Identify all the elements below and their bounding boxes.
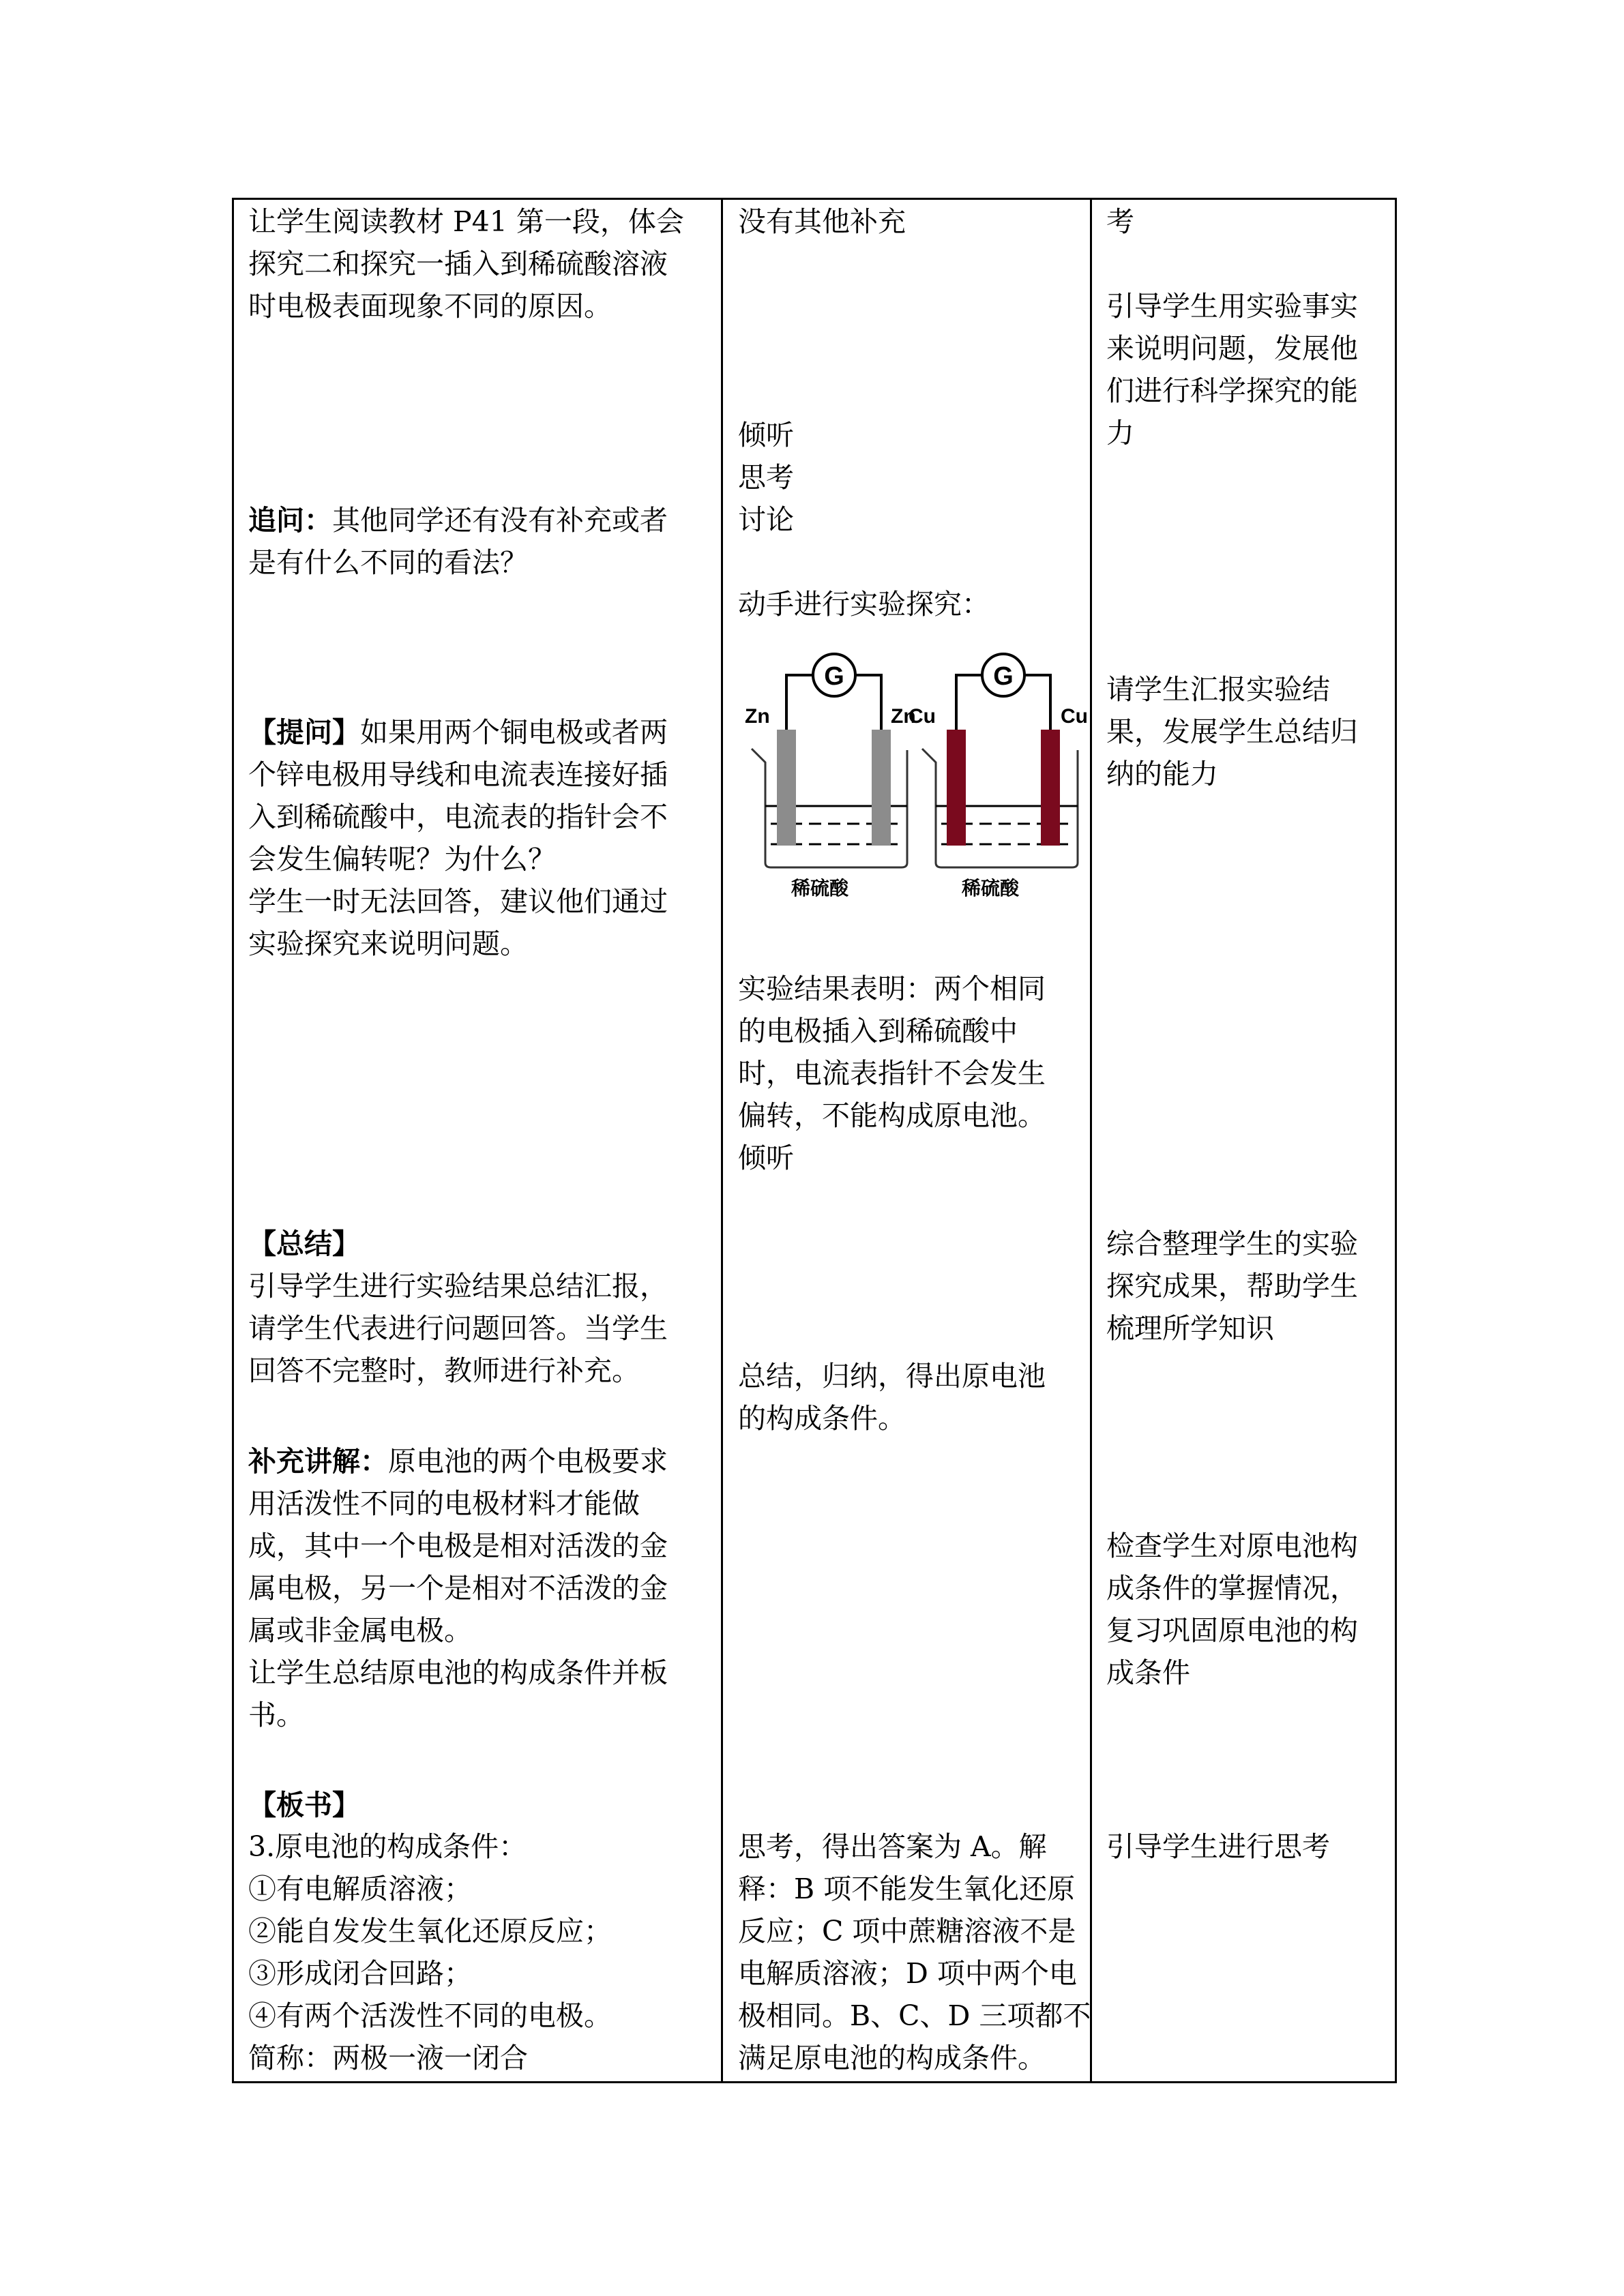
col3-p4-line-3: 梳理所学知识 [1106,1312,1274,1345]
zinc-cell [745,654,916,899]
col3-p3-line-1: 请学生汇报实验结 [1106,673,1330,706]
electrode-label-right-1: Cu [909,705,936,728]
col2-p6-line-5: 极相同。B、C、D 三项都不 [738,1999,1091,2032]
col1-p3-line-3: 入到稀硫酸中，电流表的指针会不 [248,801,668,833]
col3-p5-line-3: 复习巩固原电池的构 [1106,1614,1358,1647]
col3-p4-line-1: 综合整理学生的实验 [1106,1227,1358,1260]
col3-p5-line-2: 成条件的掌握情况， [1106,1572,1358,1605]
col1-p5-line-6: 让学生总结原电池的构成条件并板 [248,1656,668,1689]
col1-p6-line-2: ①有电解质溶液； [248,1873,472,1905]
col1-p3-line-6: 实验探究来说明问题。 [248,927,528,960]
copper-cell [909,654,1088,899]
col1-p5-line-3: 成，其中一个电极是相对活泼的金 [248,1530,668,1562]
col1-p5-line-7: 书。 [248,1699,304,1731]
table-border-right [1395,198,1397,2083]
summary-label: 【总结】 [248,1227,360,1260]
table-border-left [232,198,234,2083]
col3-p5-line-4: 成条件 [1106,1656,1190,1689]
copper-electrode-1 [947,730,966,846]
followup-label: 追问： [248,504,332,537]
col1-p1-line-2: 探究二和探究一插入到稀硫酸溶液 [248,248,668,280]
col2-p2-line-3: 讨论 [738,503,794,536]
col3-p2-line-4: 力 [1106,417,1134,449]
col3-p3-line-2: 果，发展学生总结归 [1106,715,1358,748]
col1-p4-line-2: 请学生代表进行问题回答。当学生 [248,1312,668,1345]
col2-p2-line-1: 倾听 [738,419,794,451]
col1-p6-line-6: 简称：两极一液一闭合 [248,2042,528,2074]
col2-p4-line-1: 实验结果表明：两个相同 [738,972,1046,1005]
col2-p5-line-2: 的构成条件。 [738,1402,906,1435]
col1-p3-line-4: 会发生偏转呢？为什么？ [248,843,556,876]
col2-p4-line-5: 倾听 [738,1142,794,1174]
board-label: 【板书】 [248,1789,360,1821]
col3-p2-line-2: 来说明问题，发展他 [1106,332,1358,365]
col2-p2-line-2: 思考 [738,461,794,494]
supplement-label: 补充讲解： [248,1445,388,1478]
col3-p3-line-3: 纳的能力 [1106,758,1218,790]
col1-p5-line-2: 用活泼性不同的电极材料才能做 [248,1487,640,1520]
col2-p6-line-3: 反应；C 项中蔗糖溶液不是 [738,1915,1076,1948]
col2-p4-line-2: 的电极插入到稀硫酸中 [738,1015,1018,1047]
solution-label-right: 稀硫酸 [961,878,1020,899]
col1-p3-line-1 [248,711,668,754]
col1-p5-line-1 [248,1440,668,1482]
supplement-text: 原电池的两个电极要求 [388,1445,668,1478]
col3-p4-line-2: 探究成果，帮助学生 [1106,1270,1358,1302]
electrode-label-left-1: Zn [745,705,770,728]
col3-p6: 引导学生进行思考 [1106,1830,1330,1863]
table-border-bottom [232,2081,1397,2083]
col2-p1: 没有其他补充 [738,205,906,238]
col3-p2-line-3: 们进行科学探究的能 [1106,374,1358,407]
electrode-label-right-2: Cu [1061,705,1088,728]
col3-p1: 考 [1106,205,1134,238]
zinc-electrode-2 [872,730,891,846]
table-divider-2 [1090,198,1092,2083]
col1-p3-line-2: 个锌电极用导线和电流表连接好插 [248,758,668,791]
col2-p3: 动手进行实验探究： [738,588,990,621]
col1-p6-line-3: ②能自发发生氧化还原反应； [248,1915,612,1948]
col3-p2-line-1: 引导学生用实验事实 [1106,290,1358,323]
col2-p4-line-4: 偏转，不能构成原电池。 [738,1099,1046,1132]
question-label: 【提问】 [248,716,360,749]
electrode-label-left-2: Zn [891,705,916,728]
col3-p5-line-1: 检查学生对原电池构 [1106,1530,1358,1562]
col2-p6-line-1: 思考，得出答案为 A。解 [738,1830,1047,1863]
col1-p3-line-5: 学生一时无法回答，建议他们通过 [248,885,668,918]
col1-p6-line-5: ④有两个活泼性不同的电极。 [248,1999,612,2032]
col1-p6-line-1: 3.原电池的构成条件： [248,1830,527,1863]
col1-p4-line-3: 回答不完整时，教师进行补充。 [248,1354,640,1387]
zinc-electrode-1 [777,730,796,846]
col1-p5-line-5: 属或非金属电极。 [248,1614,472,1647]
table-border-top [232,198,1397,200]
table-divider-1 [721,198,723,2083]
col2-p6-line-6: 满足原电池的构成条件。 [738,2042,1046,2074]
experiment-figure [737,648,1091,914]
col2-p6-line-2: 释：B 项不能发生氧化还原 [738,1873,1076,1905]
col2-p6-line-4: 电解质溶液；D 项中两个电 [738,1957,1077,1990]
col1-p6-line-4: ③形成闭合回路； [248,1957,472,1990]
followup-text: 其他同学还有没有补充或者 [332,504,668,537]
col1-p2-line-1 [248,499,668,541]
copper-electrode-2 [1041,730,1060,846]
col1-p2-line-2: 是有什么不同的看法？ [248,546,528,579]
col2-p4-line-3: 时，电流表指针不会发生 [738,1057,1046,1090]
col1-p1-line-3: 时电极表面现象不同的原因。 [248,290,612,323]
galvanometer-label-right: G [993,662,1014,691]
col2-p5-line-1: 总结，归纳，得出原电池 [738,1360,1046,1392]
col1-p1-line-1: 让学生阅读教材 P41 第一段，体会 [248,205,684,238]
question-text: 如果用两个铜电极或者两 [360,716,668,749]
galvanometer-label-left: G [824,662,844,691]
col1-p4-line-1: 引导学生进行实验结果总结汇报， [248,1270,668,1302]
col1-p5-line-4: 属电极，另一个是相对不活泼的金 [248,1572,668,1605]
solution-label-left: 稀硫酸 [791,878,849,899]
